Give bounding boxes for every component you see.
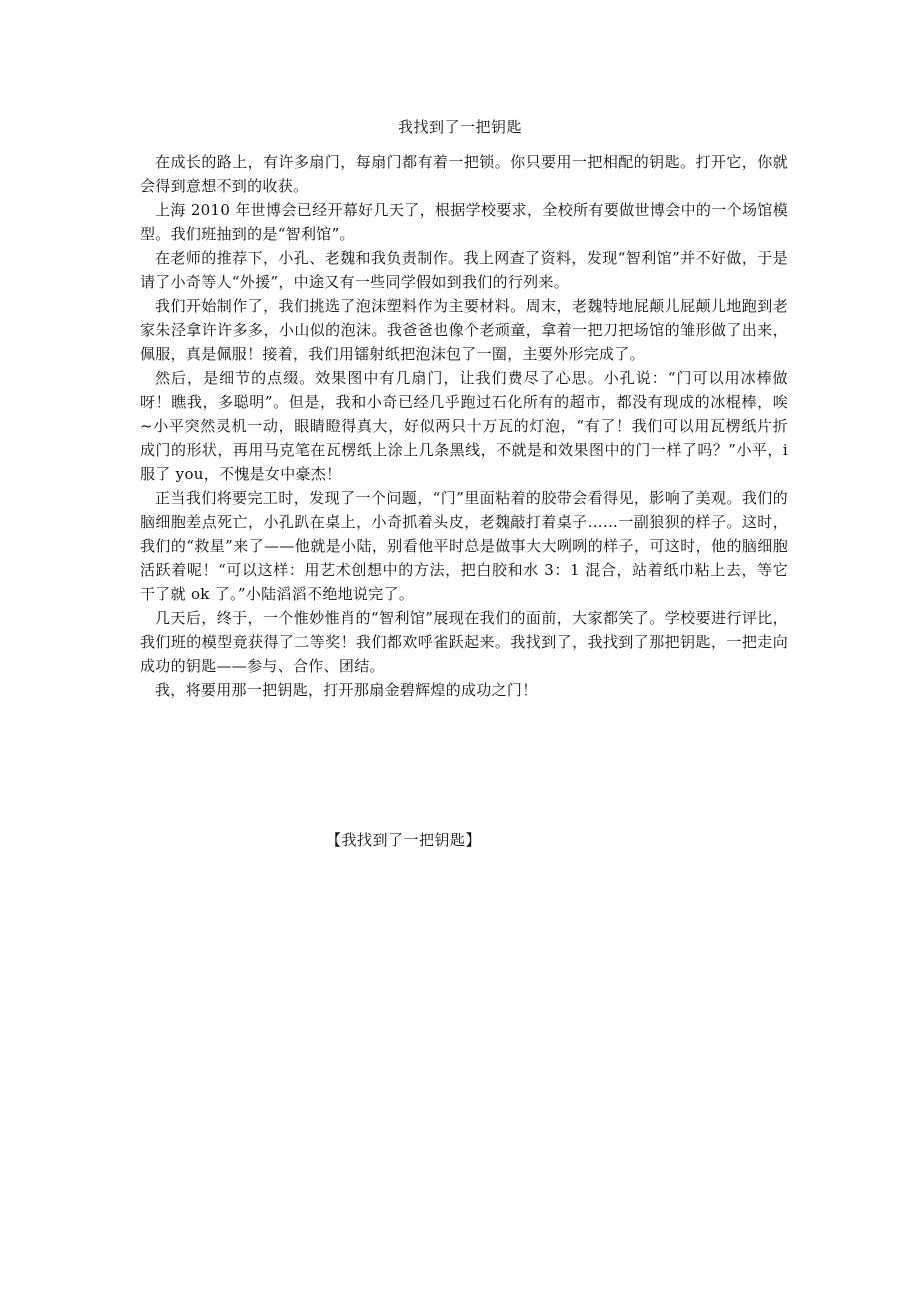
- paragraph: 我，将要用那一把钥匙，打开那扇金碧辉煌的成功之门！: [155, 681, 538, 699]
- document-title: 我找到了一把钥匙: [397, 118, 522, 136]
- footer-title: 【我找到了一把钥匙】: [326, 831, 482, 849]
- paragraph: 正当我们将要完工时，发现了一个问题，“门”里面粘着的胶带会看得见，影响了美观。我们的脑细胞差点死亡，小孔趴在桌上，小奇抓着头皮，老魏敲打着桌子……一副狼狈的样子。这时，我们的“救星”来了——他就是小陆，别看他平时总是做事大大咧咧的样子，可这时，他的脑细胞活跃着呢！“可以这样：用艺术创想中的方法，把白胶和水 3：1 混合，站着纸巾粘上去，等它干了就 ok 了。”小陆滔滔不绝地说完了。: [140, 489, 788, 603]
- paragraph: 我们开始制作了，我们挑选了泡沫塑料作为主要材料。周末，老魏特地屁颠儿屁颠儿地跑到老家朱泾拿许许多多，小山似的泡沫。我爸爸也像个老顽童，拿着一把刀把场馆的雏形做了出来，佩服，真是佩服！接着，我们用镭射纸把泡沫包了一圈，主要外形完成了。: [140, 297, 788, 363]
- paragraph: 在老师的推荐下，小孔、老魏和我负责制作。我上网查了资料，发现“智利馆”并不好做，于是请了小奇等人“外援”，中途又有一些同学假如到我们的行列来。: [140, 249, 788, 291]
- paragraph: 上海 2010 年世博会已经开幕好几天了，根据学校要求，全校所有要做世博会中的一个场馆模型。我们班抽到的是“智利馆”。: [140, 201, 788, 243]
- document-body: [140, 150, 788, 702]
- paragraph: 几天后，终于，一个惟妙惟肖的“智利馆”展现在我们的面前，大家都笑了。学校要进行评比，我们班的模型竟获得了二等奖！我们都欢呼雀跃起来。我找到了，我找到了那把钥匙，一把走向成功的钥匙——参与、合作、团结。: [140, 609, 788, 675]
- paragraph: 在成长的路上，有许多扇门，每扇门都有着一把锁。你只要用一把相配的钥匙。打开它，你就会得到意想不到的收获。: [140, 153, 788, 195]
- paragraph: 然后，是细节的点缀。效果图中有几扇门，让我们费尽了心思。小孔说：“门可以用冰棒做呀！瞧我，多聪明”。但是，我和小奇已经几乎跑过石化所有的超市，都没有现成的冰棍棒，唉~小平突然灵机一动，眼睛瞪得真大，好似两只十万瓦的灯泡，“有了！我们可以用瓦楞纸片折成门的形状，再用马克笔在瓦楞纸上涂上几条黑线，不就是和效果图中的门一样了吗？”小平，i 服了 you，不愧是女中豪杰！: [140, 369, 788, 483]
